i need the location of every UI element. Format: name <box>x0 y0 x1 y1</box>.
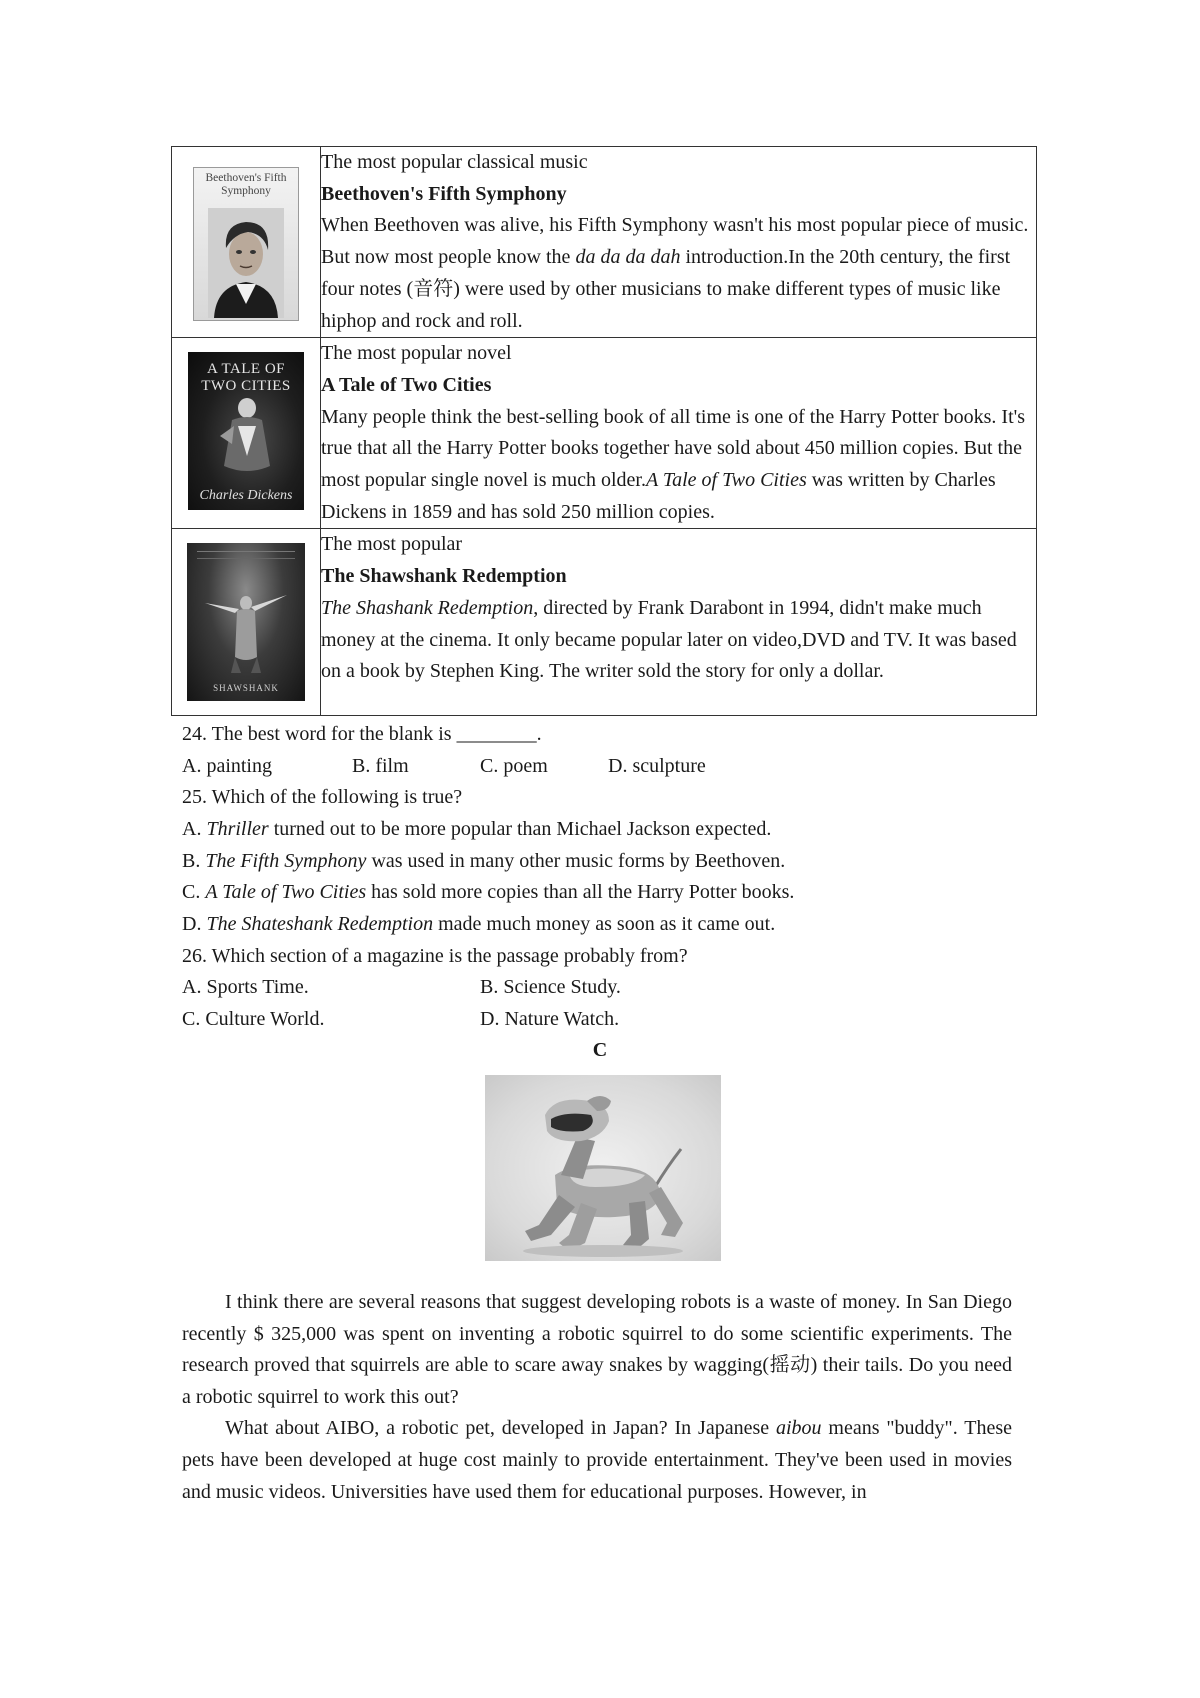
q24-option-b: B. film <box>352 755 409 777</box>
beethoven-portrait <box>208 208 284 318</box>
option-text: turned out to be more popular than Michael Jackson expected. <box>268 818 772 840</box>
q25-option-a <box>182 817 771 841</box>
cover-title: A TALE OF TWO CITIES <box>201 361 291 395</box>
option-italic: The Shateshank Redemption <box>206 913 434 935</box>
desc-text: introduction.In the 20th century, the first four notes (音符) were used by other musicians to make different types of music like hiphop and rock and roll. <box>321 246 1011 332</box>
option-text: has sold more copies than all the Harry Potter books. <box>366 881 795 903</box>
item-category: The most popular classical music <box>321 151 588 173</box>
item-description <box>321 210 1036 337</box>
desc-text: , directed by Frank Darabont in 1994, didn't make much money at the cinema. It only became popular later on video,DVD and TV. It was based on a book by Stephen King. The writer sold the story for only a dollar. <box>321 596 1017 683</box>
thumb-cell <box>172 147 321 338</box>
item-description <box>321 402 1036 529</box>
paragraph-text: What about AIBO, a robotic pet, developed in Japan? In Japanese <box>225 1417 776 1440</box>
q24-option-a: A. painting <box>182 755 272 777</box>
option-italic: A Tale of Two Cities <box>205 881 367 903</box>
thumb-cell <box>172 529 321 716</box>
item-row-beethoven <box>172 147 1037 338</box>
beethoven-cover-image <box>193 167 299 321</box>
poster-title: SHAWSHANK <box>213 683 279 694</box>
question-25-stem: 25. Which of the following is true? <box>182 786 463 808</box>
cover-title: Beethoven's Fifth Symphony <box>205 172 287 197</box>
item-text-beethoven <box>321 147 1037 338</box>
passage-paragraph-2 <box>182 1413 1012 1508</box>
option-text: made much money as soon as it came out. <box>433 913 776 935</box>
item-title: A Tale of Two Cities <box>321 373 492 396</box>
item-title: Beethoven's Fifth Symphony <box>321 182 567 205</box>
item-row-tale <box>172 338 1037 529</box>
option-italic: The Fifth Symphony <box>205 850 367 872</box>
cover-author: Charles Dickens <box>199 488 293 504</box>
question-24-stem: 24. The best word for the blank is ________. <box>182 723 542 745</box>
paragraph-italic: aibou <box>775 1417 822 1440</box>
q26-option-c: C. Culture World. <box>182 1008 325 1030</box>
desc-italic: A Tale of Two Cities <box>645 469 807 492</box>
tale-cover-image <box>188 352 304 510</box>
desc-text: When Beethoven was alive, his Fifth Symphony wasn't his most popular piece of music. But now most people know the <box>321 214 1029 269</box>
items-table <box>171 146 1037 716</box>
option-text: was used in many other music forms by Beethoven. <box>366 850 786 872</box>
desc-italic: da da da dah <box>575 246 681 269</box>
q25-option-c <box>182 880 794 904</box>
item-text-tale <box>321 338 1037 529</box>
question-26-stem: 26. Which section of a magazine is the passage probably from? <box>182 945 688 967</box>
robot-dog-image <box>485 1075 721 1261</box>
q24-option-d: D. sculpture <box>608 755 706 777</box>
passage-paragraph-1: I think there are several reasons that suggest developing robots is a waste of money. In San Diego recently $ 325,000 was spent on inventing a robotic squirrel to do some scientific experiments. The research proved that squirrels are able to scare away snakes by wagging(摇动) their tails. Do you need a robotic squirrel to work this out? <box>182 1291 1012 1408</box>
q24-option-c: C. poem <box>480 755 548 777</box>
q26-option-a: A. Sports Time. <box>182 976 309 998</box>
q25-option-b <box>182 849 785 873</box>
q26-option-d: D. Nature Watch. <box>480 1008 620 1030</box>
option-italic: Thriller <box>206 818 269 840</box>
section-c-heading: C <box>592 1039 608 1061</box>
thumb-cell <box>172 338 321 529</box>
option-letter: A. <box>182 818 207 840</box>
item-category: The most popular novel <box>321 342 512 365</box>
item-row-shawshank <box>172 529 1037 716</box>
cover-figure <box>212 396 282 478</box>
q26-option-b: B. Science Study. <box>480 976 621 998</box>
poster-header-lines <box>197 551 295 559</box>
item-title: The Shawshank Redemption <box>321 565 567 588</box>
q25-option-d <box>182 912 775 936</box>
item-text-shawshank <box>321 529 1037 716</box>
option-letter: D. <box>182 913 207 935</box>
desc-text: was written by Charles Dickens in 1859 and has sold 250 million copies. <box>321 469 996 523</box>
robot-dog-illustration <box>485 1075 721 1261</box>
desc-text: Many people think the best-selling book of all time is one of the Harry Potter books. It's true that all the Harry Potter books together have sold about 450 million copies. But the most popular single novel is much older. <box>321 405 1026 492</box>
item-category: The most popular <box>321 533 463 556</box>
option-letter: B. <box>182 850 206 872</box>
option-letter: C. <box>182 881 206 903</box>
desc-italic: The Shashank Redemption <box>321 596 534 619</box>
poster-figure <box>205 573 287 673</box>
item-description <box>321 593 1036 688</box>
passage-c <box>182 1287 1012 1508</box>
shawshank-poster-image <box>187 543 305 701</box>
paragraph-text: means "buddy". These pets have been developed at huge cost mainly to provide entertainment. They've been used in movies and music videos. Universities have used them for educational purposes. However, in <box>182 1417 1012 1503</box>
